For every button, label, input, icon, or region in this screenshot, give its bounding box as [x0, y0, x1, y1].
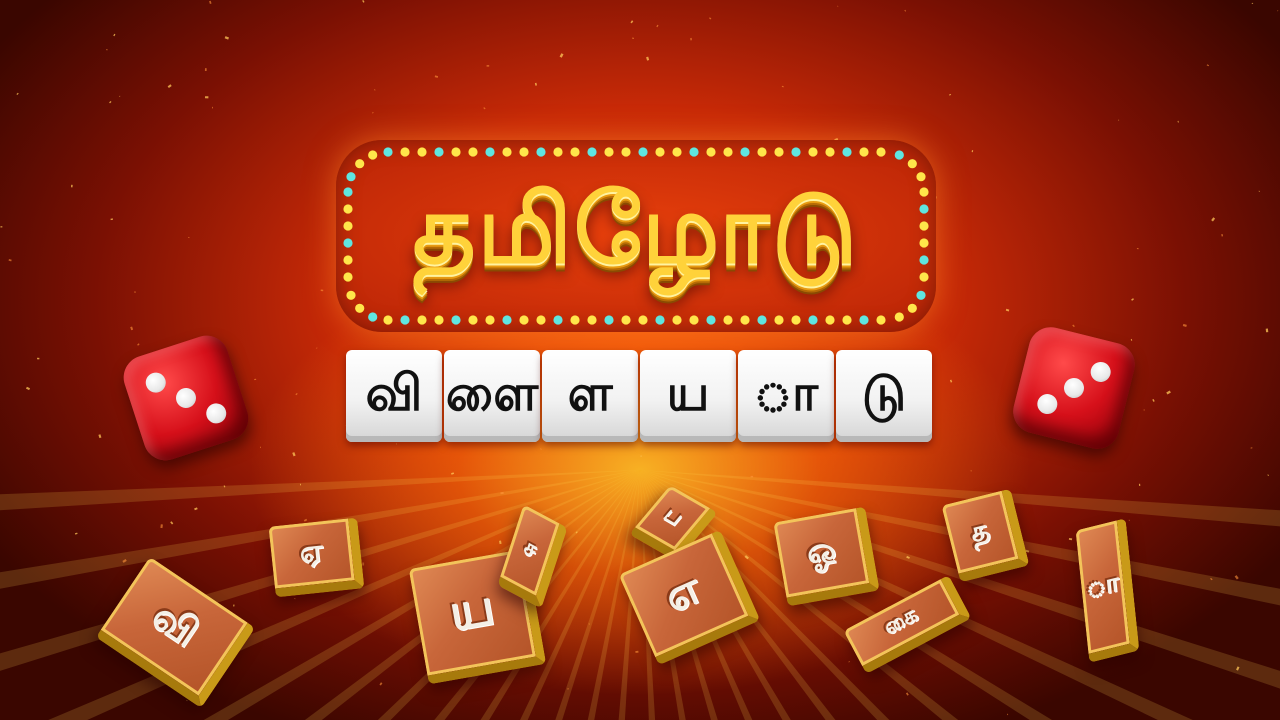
sparkle	[1236, 666, 1239, 670]
sparkle	[205, 96, 208, 98]
sparkle	[1235, 575, 1239, 579]
sparkle	[1252, 3, 1253, 4]
sparkle	[971, 470, 972, 472]
sparkle	[1139, 484, 1140, 486]
sparkle	[499, 541, 502, 545]
letter-tile: த	[941, 489, 1029, 583]
letter-tile: கை	[843, 575, 971, 674]
sparkle	[1210, 578, 1213, 580]
sparkle	[1277, 10, 1278, 11]
sparkle	[906, 556, 910, 559]
sparkle	[1267, 474, 1269, 476]
sparkle	[500, 492, 503, 494]
sparkle	[435, 75, 438, 77]
letter-tile: ய	[409, 549, 547, 685]
sparkle	[188, 237, 189, 238]
sparkle	[16, 93, 18, 95]
sparkle	[451, 472, 454, 474]
sparkle	[904, 10, 906, 12]
sparkle	[949, 94, 951, 96]
sparkle	[1166, 390, 1171, 394]
sparkle	[751, 476, 754, 478]
letter-tile: ச	[497, 504, 567, 608]
letter-tile: ஏ	[269, 518, 365, 598]
sparkle	[589, 623, 590, 624]
sparkle	[106, 49, 108, 50]
sparkle	[576, 531, 578, 533]
subtitle-tile: ா	[738, 350, 834, 442]
sparkle	[0, 226, 2, 227]
sparkle	[1006, 309, 1009, 312]
sparkle	[744, 555, 748, 559]
sparkle	[260, 447, 261, 449]
die-pip	[1089, 360, 1113, 384]
sparkle	[224, 485, 226, 487]
sparkle	[372, 112, 373, 114]
sparkle	[1118, 120, 1119, 121]
subtitle-tile: ய	[640, 350, 736, 442]
sparkle	[119, 96, 120, 97]
sparkle	[113, 34, 115, 37]
sparkle	[906, 692, 909, 695]
sparkle	[130, 327, 133, 331]
sparkle	[122, 559, 126, 563]
sparkle	[300, 484, 301, 486]
sparkle	[1259, 191, 1260, 192]
sparkle	[209, 1, 211, 4]
sparkle	[567, 688, 568, 690]
sparkle	[292, 452, 295, 456]
sparkle	[212, 107, 213, 109]
sparkle	[137, 343, 139, 345]
sparkle	[225, 36, 229, 40]
sparkle	[294, 598, 296, 599]
sparkle	[646, 57, 649, 61]
sparkle	[1266, 329, 1269, 333]
sparkle	[26, 387, 30, 390]
sparkle	[972, 150, 974, 152]
subtitle-tile: வி	[346, 350, 442, 442]
sparkle	[1131, 298, 1134, 301]
sparkle	[186, 700, 187, 701]
sparkle	[641, 455, 642, 456]
sparkle	[635, 651, 638, 653]
sparkle	[109, 101, 111, 103]
sparkle	[1137, 248, 1139, 249]
subtitle-tile: டு	[836, 350, 932, 442]
sparkle	[1211, 217, 1215, 221]
sparkle	[560, 53, 564, 58]
sparkle	[205, 68, 207, 71]
sparkle	[111, 218, 113, 220]
sparkle	[134, 292, 136, 293]
sparkle	[194, 507, 198, 510]
sparkle	[321, 290, 324, 292]
subtitle-tile: ளை	[444, 350, 540, 442]
sparkle	[9, 259, 12, 261]
sparkle	[1152, 399, 1154, 402]
sparkle	[75, 533, 78, 535]
sparkle	[98, 434, 101, 438]
sparkle	[837, 6, 838, 7]
die-pip	[1062, 376, 1086, 400]
sparkle	[295, 393, 297, 395]
sparkle	[1072, 325, 1075, 328]
letter-tile: வி	[96, 557, 256, 708]
die-pip	[143, 370, 168, 395]
sparkle	[630, 20, 633, 23]
letter-tile: எ	[619, 530, 761, 666]
sparkle	[304, 519, 307, 522]
sparkle	[254, 379, 256, 380]
die-pip	[173, 385, 198, 410]
die-pip	[204, 401, 229, 426]
subtitle-tile-row	[346, 350, 934, 444]
sparkle	[848, 661, 850, 662]
sparkle	[709, 17, 711, 19]
sparkle	[782, 86, 784, 88]
die-pip	[1035, 392, 1059, 416]
sparkle	[160, 524, 163, 528]
sparkle	[632, 38, 634, 39]
sparkle	[316, 347, 317, 348]
sparkle	[1221, 234, 1223, 237]
sparkle	[690, 38, 692, 40]
sparkle	[950, 380, 952, 383]
sparkle	[1207, 64, 1209, 66]
subtitle-tile: ள	[542, 350, 638, 442]
game-title: தமிழோடு	[412, 172, 860, 285]
sparkle	[535, 83, 537, 86]
sparkle	[170, 521, 173, 524]
sparkle	[71, 185, 73, 188]
letter-tile: ப	[629, 485, 718, 562]
sparkle	[540, 448, 542, 450]
letter-tile: ஓ	[773, 507, 879, 607]
sparkle	[168, 84, 172, 88]
sparkle	[1251, 447, 1253, 448]
sparkle	[37, 358, 39, 360]
sparkle	[362, 563, 364, 566]
sparkle	[1144, 409, 1145, 410]
sparkle	[379, 682, 382, 685]
sparkle	[1069, 538, 1072, 540]
sparkle	[1131, 339, 1132, 341]
sparkle	[1178, 121, 1179, 123]
letter-tile: ா	[1076, 518, 1140, 663]
sparkle	[1183, 324, 1187, 327]
sparkle	[233, 604, 234, 606]
sparkle	[483, 107, 485, 109]
sparkle	[362, 0, 364, 3]
sparkle	[374, 89, 375, 91]
sparkle	[1007, 714, 1008, 715]
sparkle	[656, 25, 658, 28]
sparkle	[487, 65, 490, 67]
sparkle	[1129, 520, 1130, 521]
